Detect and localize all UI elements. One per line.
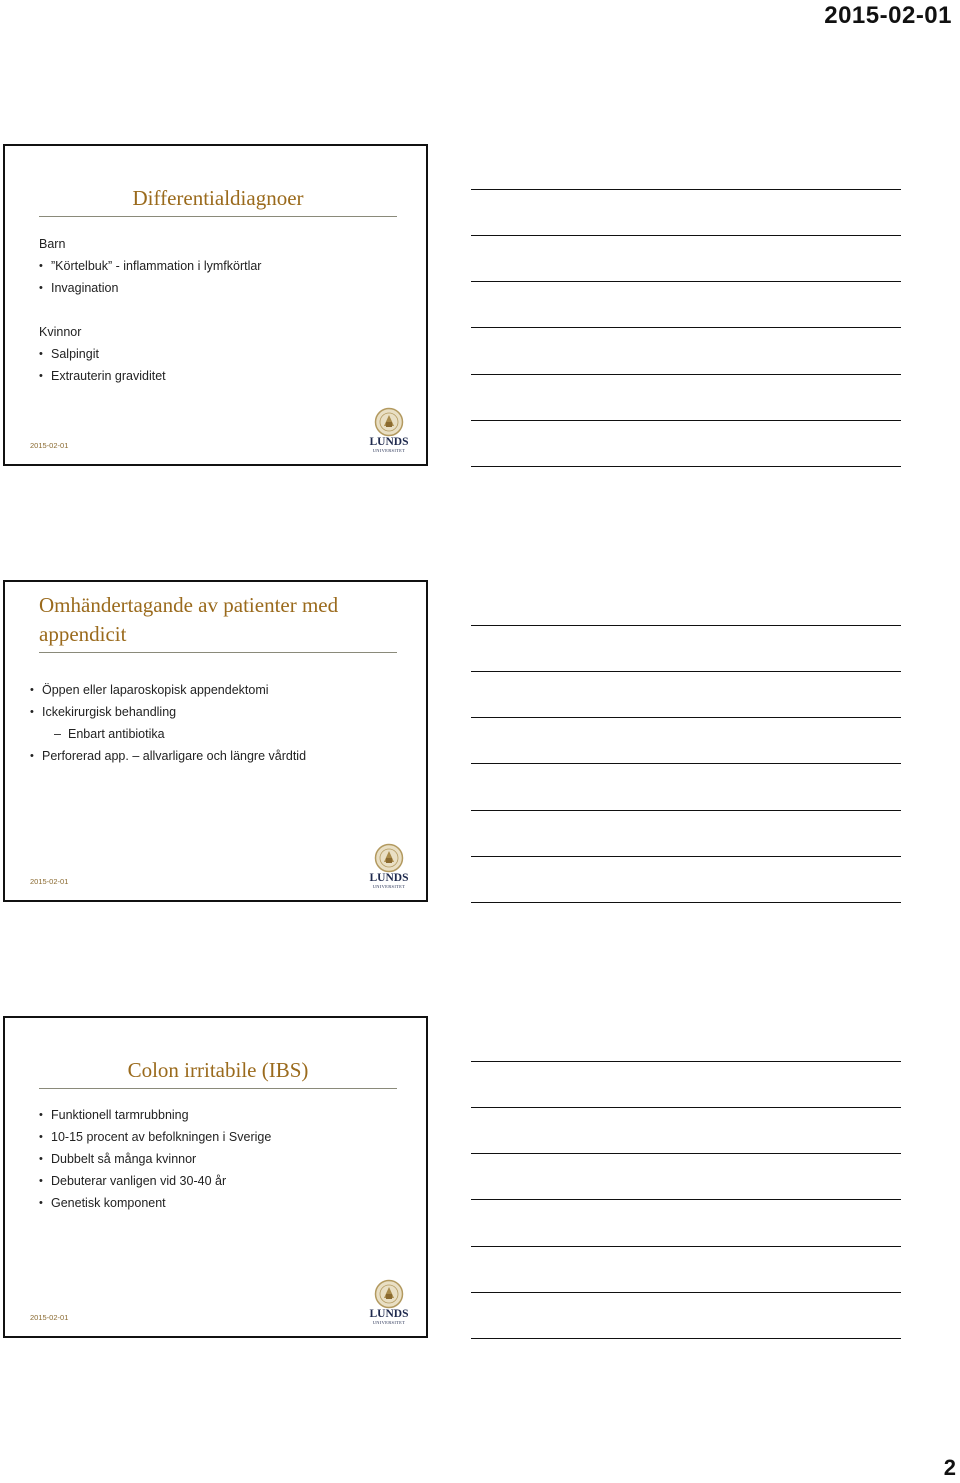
note-line [471, 1061, 901, 1062]
note-line [471, 810, 901, 811]
note-line [471, 374, 901, 375]
title-divider [39, 216, 397, 217]
university-seal-icon [373, 843, 405, 873]
list-item: • Dubbelt så många kvinnor [39, 1148, 409, 1170]
slide-footer-date: 2015-02-01 [30, 1313, 69, 1322]
list-item: • Öppen eller laparoskopisk appendektomi [30, 679, 400, 701]
slide-body [30, 679, 400, 767]
list-item: • Invagination [39, 277, 409, 299]
list-item: • 10-15 procent av befolkningen i Sverige [39, 1126, 409, 1148]
list-item: • Salpingit [39, 343, 409, 365]
group-heading-kvinnor: Kvinnor [39, 325, 82, 339]
slide-footer-date: 2015-02-01 [30, 441, 69, 450]
note-line [471, 327, 901, 328]
logo-name: LUNDS [369, 872, 409, 884]
note-line [471, 625, 901, 626]
slide-body [39, 1104, 409, 1214]
logo-subname: UNIVERSITET [372, 884, 406, 889]
list-item: • ”Körtelbuk” - inflammation i lymfkörtlar [39, 255, 409, 277]
note-line [471, 1292, 901, 1293]
list-item: • Genetisk komponent [39, 1192, 409, 1214]
note-line [471, 1199, 901, 1200]
slide-title: Differentialdiagnoer [132, 186, 304, 210]
logo-subname: UNIVERSITET [372, 1320, 406, 1325]
slide-title [39, 591, 397, 649]
slide-title-line1: Omhändertagande av patienter med [39, 593, 339, 617]
lunds-universitet-logo [367, 1279, 411, 1329]
note-line [471, 1246, 901, 1247]
note-line [471, 902, 901, 903]
slide-differentialdiagnoer [3, 144, 428, 466]
university-seal-icon [373, 407, 405, 437]
note-line [471, 717, 901, 718]
note-line [471, 1153, 901, 1154]
lunds-universitet-logo [367, 843, 411, 893]
note-line [471, 671, 901, 672]
university-seal-icon [373, 1279, 405, 1309]
list-item: • Perforerad app. – allvarligare och längre vårdtid [30, 745, 400, 767]
slide-body [39, 233, 409, 387]
note-line [471, 235, 901, 236]
title-divider [39, 1088, 397, 1089]
note-line [471, 420, 901, 421]
slide-footer-date: 2015-02-01 [30, 877, 69, 886]
list-item: • Debuterar vanligen vid 30-40 år [39, 1170, 409, 1192]
note-line [471, 763, 901, 764]
list-item: • Extrauterin graviditet [39, 365, 409, 387]
group-heading-barn: Barn [39, 237, 66, 251]
page-number: 2 [943, 1455, 956, 1480]
note-line [471, 856, 901, 857]
list-item: • Funktionell tarmrubbning [39, 1104, 409, 1126]
page-header-date: 2015-02-01 [824, 2, 952, 29]
lunds-universitet-logo [367, 407, 411, 457]
logo-name: LUNDS [369, 1308, 409, 1320]
logo-subname: UNIVERSITET [372, 448, 406, 453]
note-line [471, 1338, 901, 1339]
list-item: • Ickekirurgisk behandling [30, 701, 400, 723]
slide-title: Colon irritabile (IBS) [127, 1058, 309, 1082]
note-line [471, 281, 901, 282]
logo-name: LUNDS [369, 436, 409, 448]
list-subitem: – Enbart antibiotika [30, 723, 400, 745]
slide-colon-irritabile [3, 1016, 428, 1338]
note-line [471, 466, 901, 467]
note-line [471, 189, 901, 190]
title-divider [39, 652, 397, 653]
note-line [471, 1107, 901, 1108]
slide-title-line2: appendicit [39, 622, 127, 646]
slide-omhandertagande [3, 580, 428, 902]
